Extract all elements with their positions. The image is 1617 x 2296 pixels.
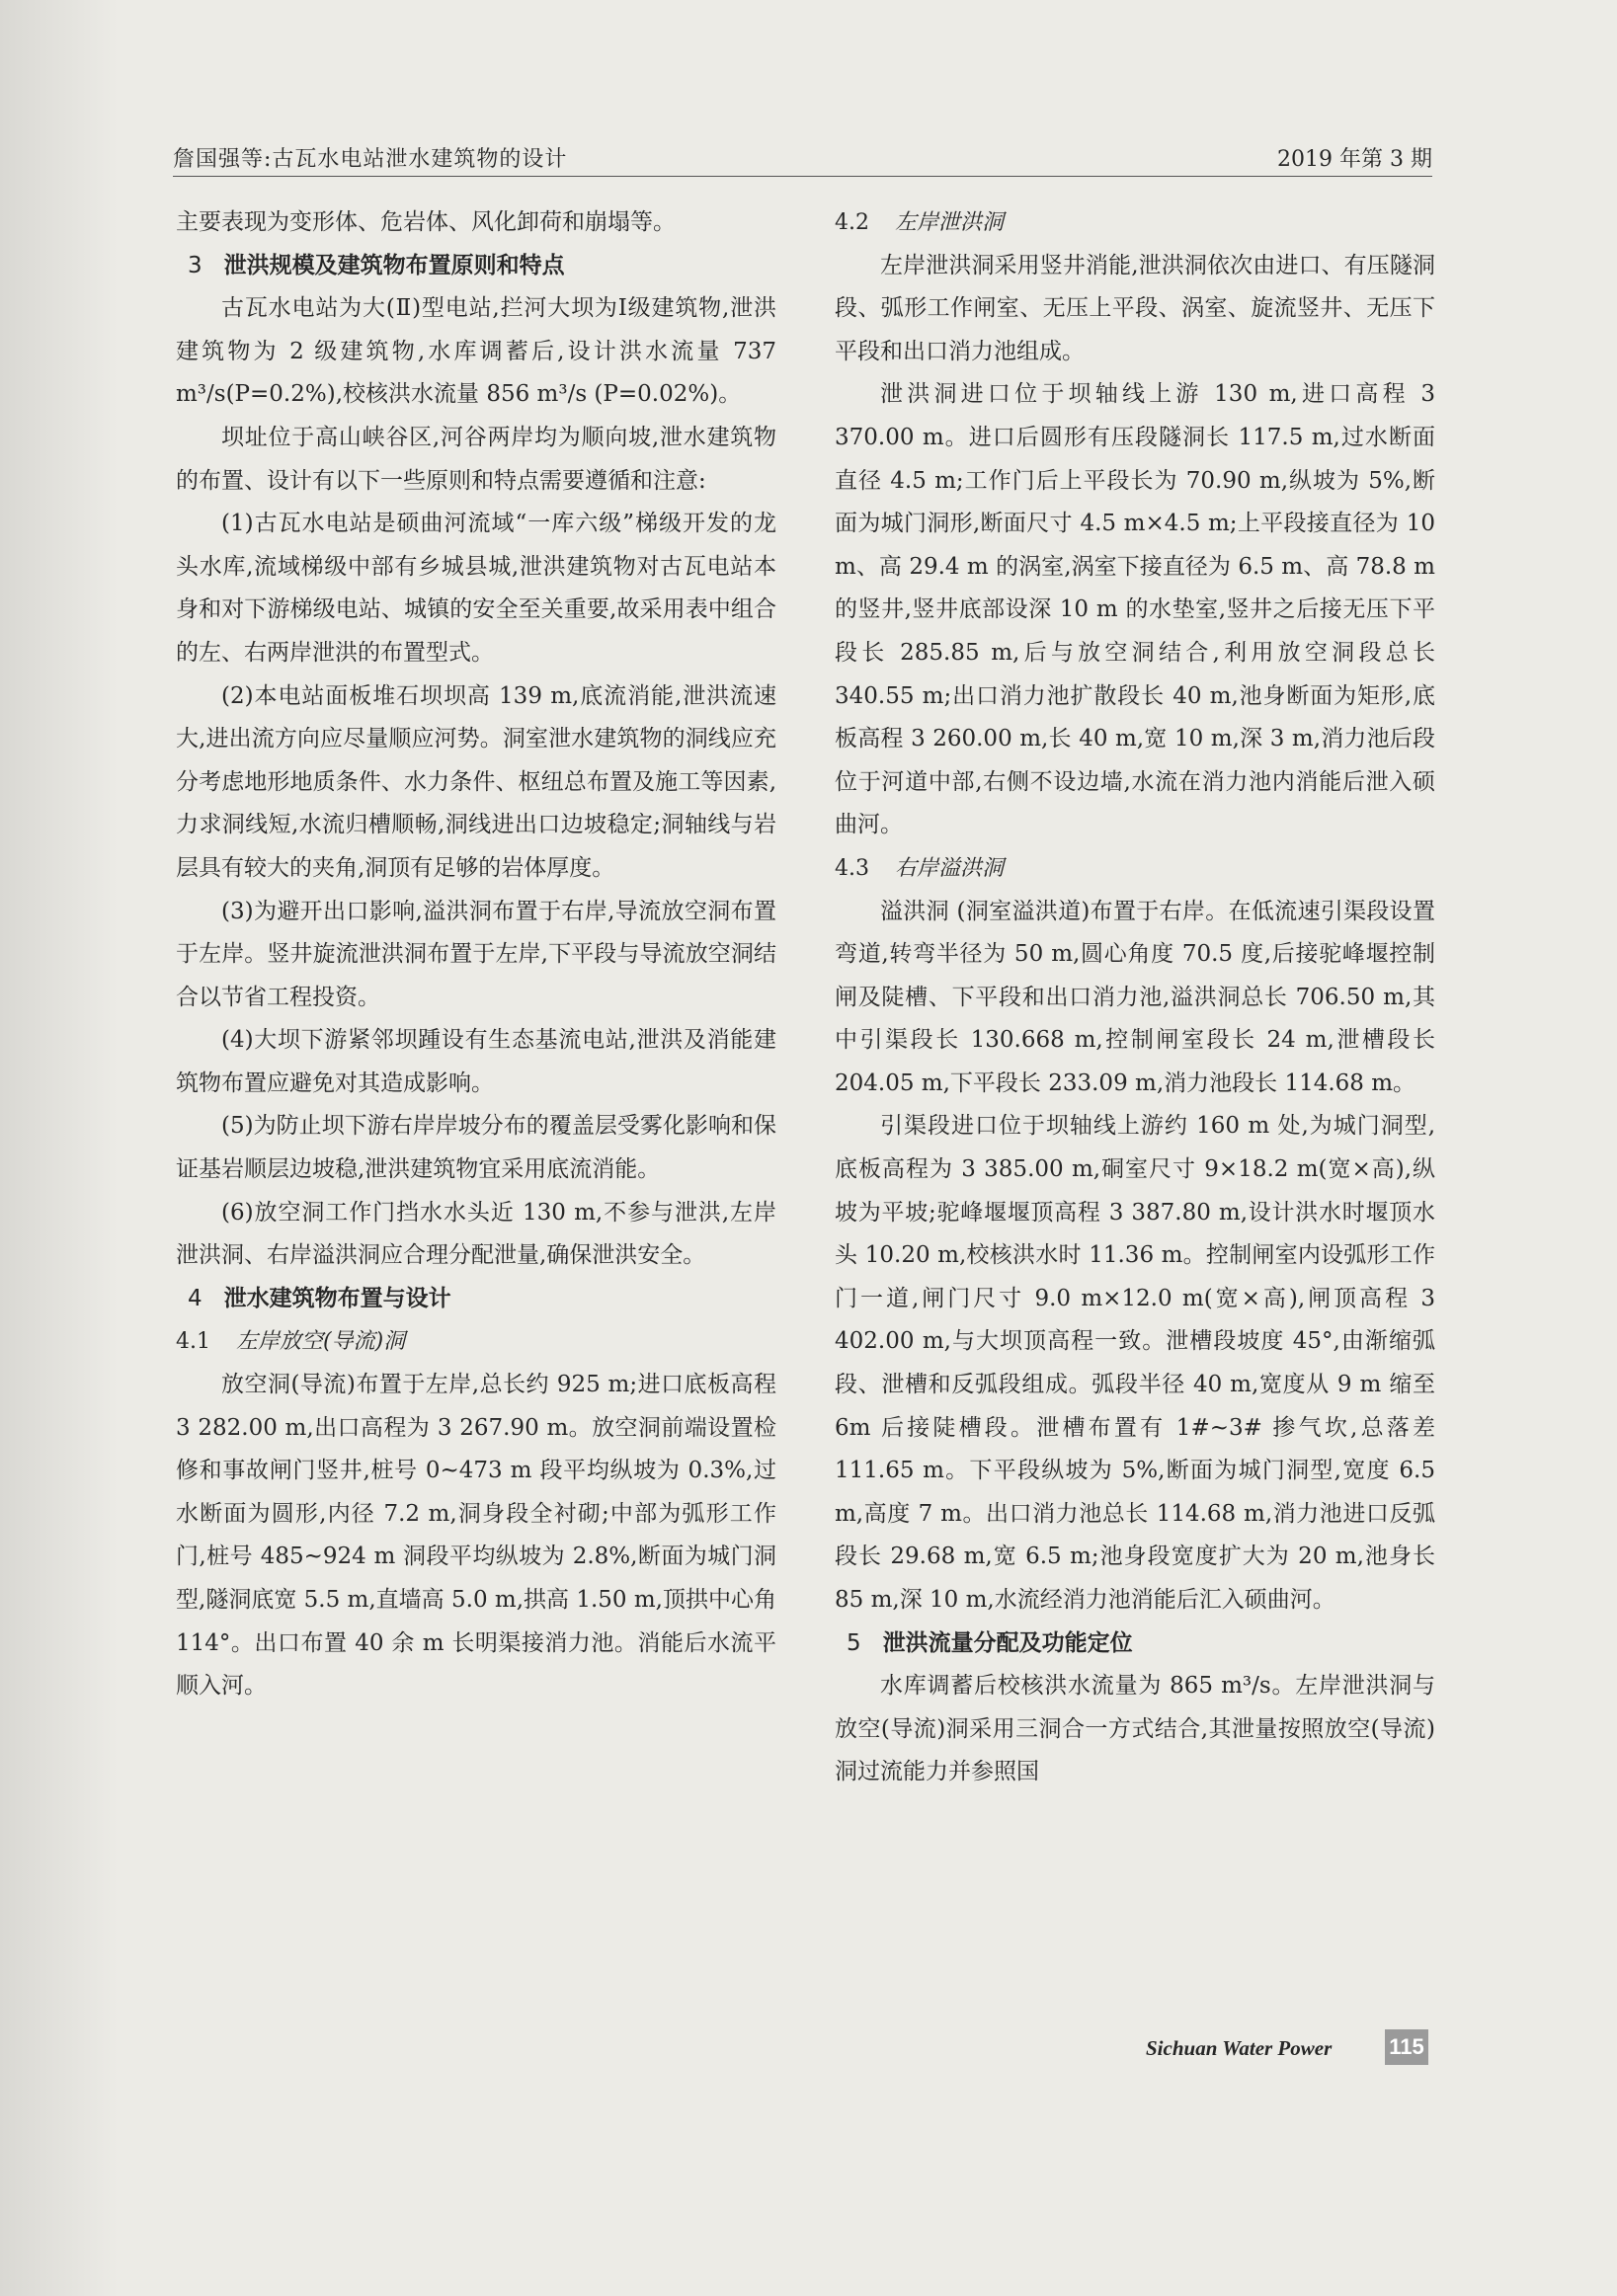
paragraph: (6)放空洞工作门挡水水头近 130 m,不参与泄洪,左岸泄洪洞、右岸溢洪洞应合理分配泄量,确保泄洪安全。 <box>176 1199 776 1269</box>
running-title: 詹国强等:古瓦水电站泄水建筑物的设计 <box>173 147 568 172</box>
heading-number: 3 <box>188 252 202 278</box>
heading-number: 5 <box>847 1629 861 1656</box>
paragraph: 泄洪洞进口位于坝轴线上游 130 m,进口高程 3 370.00 m。进口后圆形有压段隧洞长 117.5 m,过水断面直径 4.5 m;工作门后上平段长为 70.90 m,纵坡为 5%,断面为城门洞形,断面尺寸 4.5 m×4.5 m;上平段接直径为 10 m、高 29.4 m 的涡室,涡室下接直径为 6.5 m、高 78.8 m 的竖井,竖井底部设深 10 m 的水垫室,竖井之后接无压下平段长 285.85 m,后与放空洞结合,利用放空洞段总长 340.55 m;出口消力池扩散段长 40 m,池身断面为矩形,底板高程 3 260.00 m,长 40 m,宽 10 m,深 3 m,消力池后段位于河道中部,右侧不设边墙,水流在消力池内消能后泄入硕曲河。 <box>835 381 1435 838</box>
heading-text: 左岸泄洪洞 <box>895 210 1005 235</box>
section-heading <box>176 1278 776 1321</box>
paragraph: 引渠段进口位于坝轴线上游约 160 m 处,为城门洞型,底板高程为 3 385.00 m,硐室尺寸 9×18.2 m(宽×高),纵坡为平坡;驼峰堰堰顶高程 3 387.80 m,设计洪水时堰顶水头 10.20 m,校核洪水时 11.36 m。控制闸室内设弧形工作门一道,闸门尺寸 9.0 m×12.0 m(宽×高),闸顶高程 3 402.00 m,与大坝顶高程一致。泄槽段坡度 45°,由渐缩弧段、泄槽和反弧段组成。弧段半径 40 m,宽度从 9 m 缩至 6m 后接陡槽段。泄槽布置有 1#~3# 掺气坎,总落差 111.65 m。下平段纵坡为 5%,断面为城门洞型,宽度 6.5 m,高度 7 m。出口消力池总长 114.68 m,消力池进口反弧段长 29.68 m,宽 6.5 m;池身段宽度扩大为 20 m,池身长 85 m,深 10 m,水流经消力池消能后汇入硕曲河。 <box>835 1113 1435 1613</box>
heading-text: 泄水建筑物布置与设计 <box>223 1285 451 1311</box>
paragraph: (3)为避开出口影响,溢洪洞布置于右岸,导流放空洞布置于左岸。竖井旋流泄洪洞布置于左岸,下平段与导流放空洞结合以节省工程投资。 <box>176 898 776 1010</box>
paragraph: 放空洞(导流)布置于左岸,总长约 925 m;进口底板高程 3 282.00 m,出口高程为 3 267.90 m。放空洞前端设置检修和事故闸门竖井,桩号 0~473 m 段平均纵坡为 0.3%,过水断面为圆形,内径 7.2 m,洞身段全衬砌;中部为弧形工作门,桩号 485~924 m 洞段平均纵坡为 2.8%,断面为城门洞型,隧洞底宽 5.5 m,直墙高 5.0 m,拱高 1.50 m,顶拱中心角 114°。出口布置 40 余 m 长明渠接消力池。消能后水流平顺入河。 <box>176 1372 776 1700</box>
running-header <box>173 138 1432 178</box>
header-rule <box>173 176 1432 177</box>
heading-text: 左岸放空(导流)洞 <box>236 1329 406 1355</box>
heading-number: 4.2 <box>835 210 869 235</box>
paragraph: (2)本电站面板堆石坝坝高 139 m,底流消能,泄洪流速大,进出流方向应尽量顺应河势。洞室泄水建筑物的洞线应充分考虑地形地质条件、水力条件、枢纽总布置及施工等因素,力求洞线短,水流归槽顺畅,洞线进出口边坡稳定;洞轴线与岩层具有较大的夹角,洞顶有足够的岩体厚度。 <box>176 682 776 881</box>
issue-label: 2019 年第 3 期 <box>1277 147 1432 172</box>
paragraph: (4)大坝下游紧邻坝踵设有生态基流电站,泄洪及消能建筑物布置应避免对其造成影响。 <box>176 1027 776 1096</box>
journal-name: Sichuan Water Power <box>1146 2036 1333 2060</box>
subsection-heading <box>835 201 1435 245</box>
heading-text: 右岸溢洪洞 <box>895 855 1005 881</box>
paragraph: 古瓦水电站为大(Ⅱ)型电站,拦河大坝为Ⅰ级建筑物,泄洪建筑物为 2 级建筑物,水库调蓄后,设计洪水流量 737 m³/s(P=0.2%),校核洪水流量 856 m³/s (P=0.02%)。 <box>176 295 776 408</box>
left-column <box>176 201 776 1708</box>
page-number: 115 <box>1385 2029 1428 2065</box>
heading-number: 4.1 <box>176 1329 210 1355</box>
section-heading <box>835 1623 1435 1666</box>
heading-text: 泄洪流量分配及功能定位 <box>882 1629 1133 1656</box>
right-column <box>835 201 1435 1794</box>
section-heading <box>176 245 776 288</box>
paragraph: 坝址位于高山峡谷区,河谷两岸均为顺向坡,泄水建筑物的布置、设计有以下一些原则和特点需要遵循和注意: <box>176 424 776 494</box>
paragraph: 溢洪洞 (洞室溢洪道)布置于右岸。在低流速引渠段设置弯道,转弯半径为 50 m,圆心角度 70.5 度,后接驼峰堰控制闸及陡槽、下平段和出口消力池,溢洪洞总长 706.50 m,其中引渠段长 130.668 m,控制闸室段长 24 m,泄槽段长 204.05 m,下平段长 233.09 m,消力池段长 114.68 m。 <box>835 898 1435 1096</box>
paragraph: (1)古瓦水电站是硕曲河流域“一库六级”梯级开发的龙头水库,流域梯级中部有乡城县城,泄洪建筑物对古瓦电站本身和对下游梯级电站、城镇的安全至关重要,故采用表中组合的左、右两岸泄洪的布置型式。 <box>176 511 776 666</box>
heading-text: 泄洪规模及建筑物布置原则和特点 <box>223 252 565 278</box>
paragraph: 左岸泄洪洞采用竖井消能,泄洪洞依次由进口、有压隧洞段、弧形工作闸室、无压上平段、涡室、旋流竖井、无压下平段和出口消力池组成。 <box>835 252 1435 364</box>
subsection-heading <box>176 1320 776 1364</box>
paragraph: (5)为防止坝下游右岸岸坡分布的覆盖层受雾化影响和保证基岩顺层边坡稳,泄洪建筑物宜采用底流消能。 <box>176 1113 776 1183</box>
subsection-heading <box>835 847 1435 891</box>
page-edge-shadow <box>0 0 119 2296</box>
paragraph: 主要表现为变形体、危岩体、风化卸荷和崩塌等。 <box>176 209 676 235</box>
heading-number: 4.3 <box>835 855 869 881</box>
paragraph: 水库调蓄后校核洪水流量为 865 m³/s。左岸泄洪洞与放空(导流)洞采用三洞合一方式结合,其泄量按照放空(导流)洞过流能力并参照国 <box>835 1673 1435 1785</box>
heading-number: 4 <box>188 1285 202 1311</box>
